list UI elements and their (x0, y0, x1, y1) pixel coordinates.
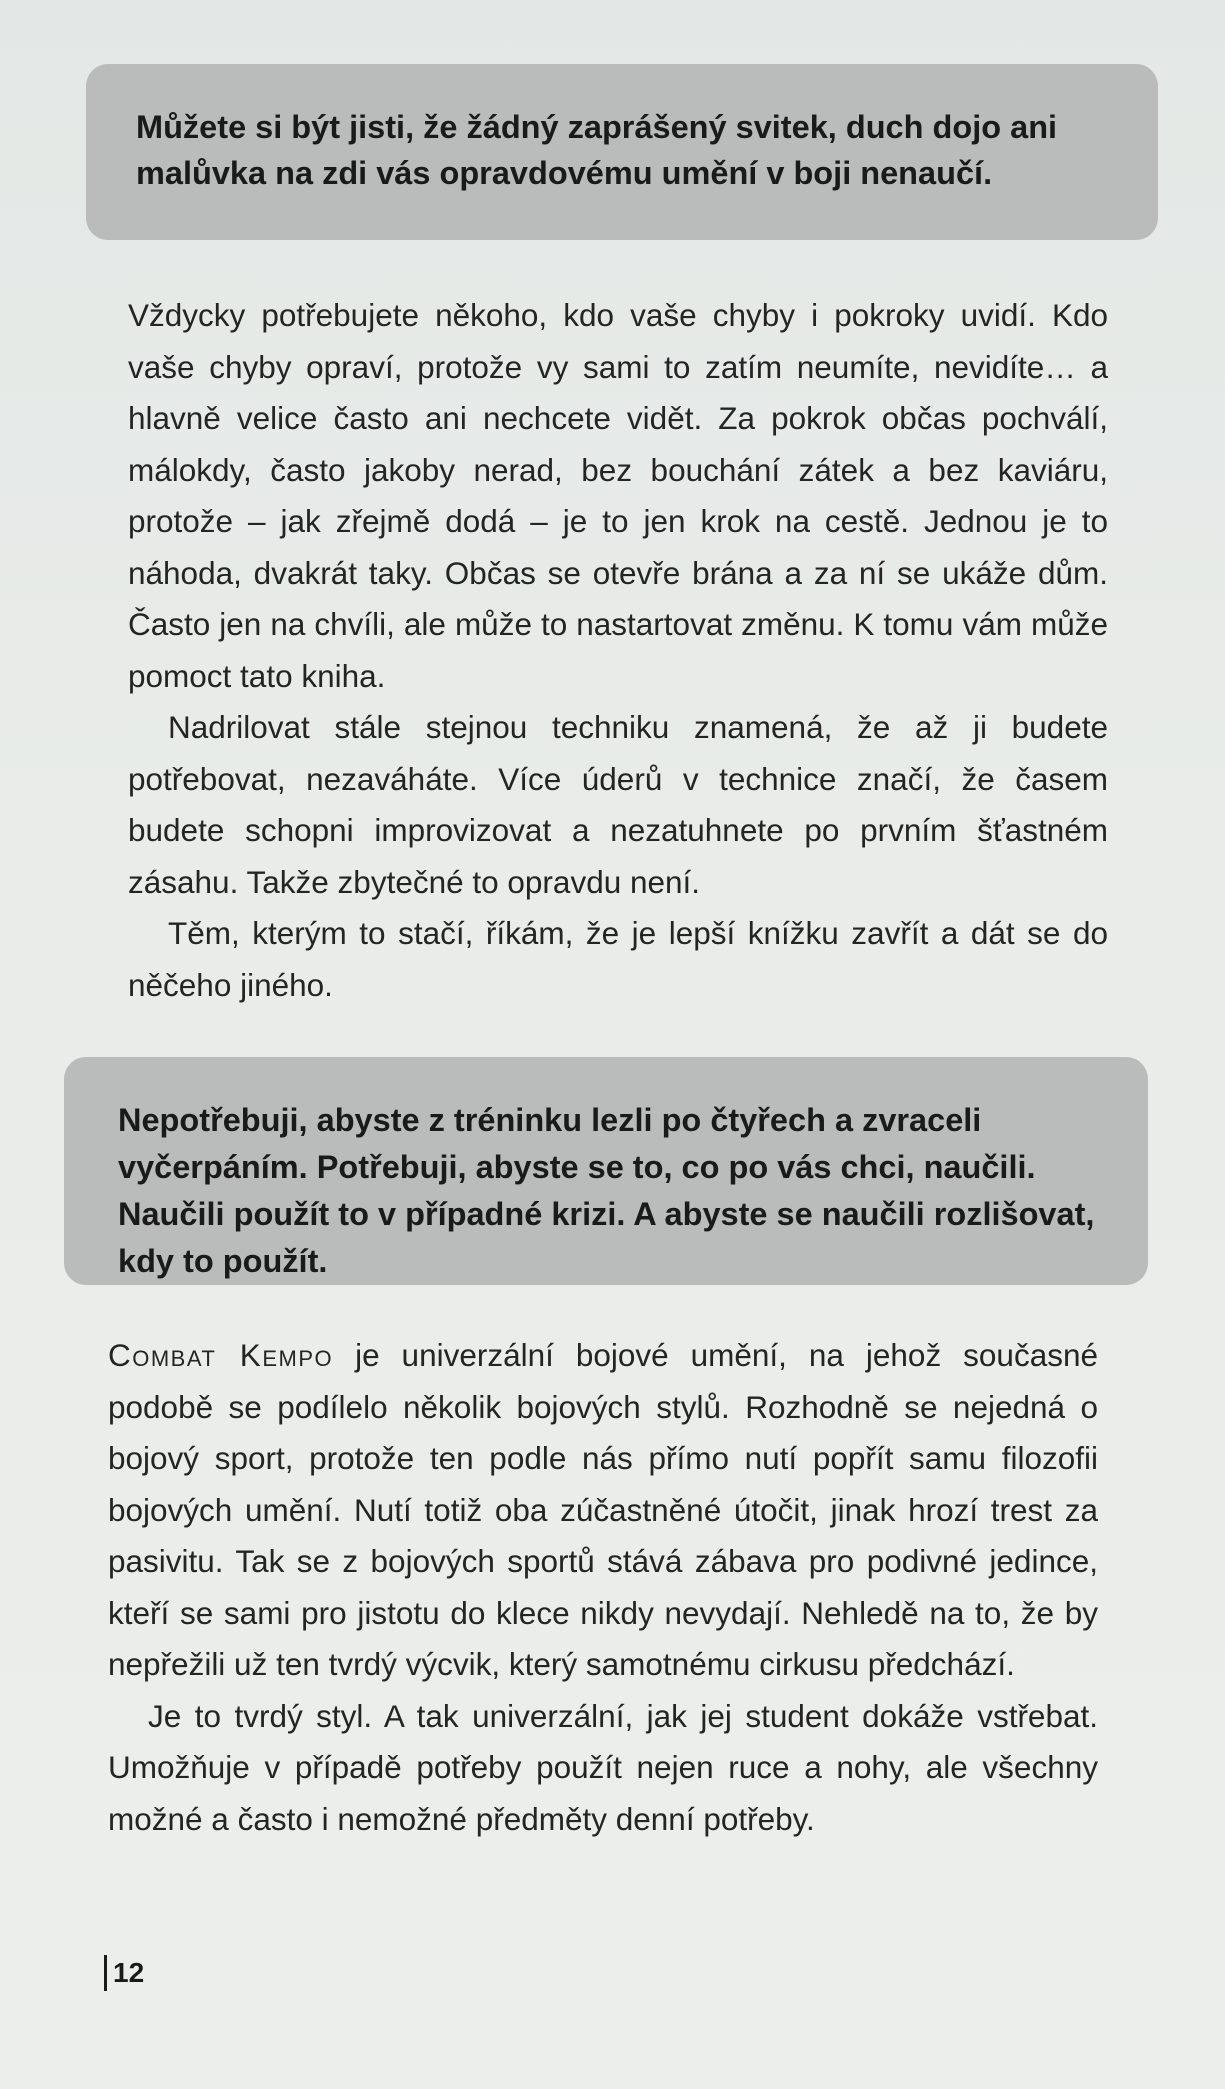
paragraph: Nadrilovat stále stejnou techniku znamená, že až ji budete potřebovat, nezaváháte. Více úderů v technice značí, že časem budete schopni improvizovat a nezatuhnete po prvním šťastném zásahu. Takže zbytečné to opravdu není. (128, 709, 1108, 900)
term-combat-kempo: Combat Kempo (108, 1337, 334, 1373)
page-number: 12 (104, 1955, 144, 1991)
highlight-box-1 (86, 64, 1158, 240)
paragraph: Je to tvrdý styl. A tak univerzální, jak jej student dokáže vstřebat. Umožňuje v případě potřeby použít nejen ruce a nohy, ale všechny možné a často i nemožné předměty denní potřeby. (108, 1697, 1098, 1837)
highlight-box-2 (64, 1057, 1148, 1285)
highlight-text-1: Můžete si být jisti, že žádný zaprášený svitek, duch dojo ani malůvka na zdi vás opravdovému umění v boji nenaučí. (136, 109, 1058, 191)
text-section-2 (108, 1330, 1098, 1845)
paragraph: Vždycky potřebujete někoho, kdo vaše chyby i pokroky uvidí. Kdo vaše chyby opraví, protože vy sami to zatím neumíte, nevidíte… a hlavně velice často ani nechcete vidět. Za pokrok občas pochválí, málokdy, často jakoby nerad, bez bouchání zátek a bez kaviáru, protože – jak zřejmě dodá – je to jen krok na cestě. Jednou je to náhoda, dvakrát taky. Občas se otevře brána a za ní se ukáže dům. Často jen na chvíli, ale může to nastartovat změnu. K tomu vám může pomoct tato kniha. (128, 297, 1108, 694)
highlight-text-2: Nepotřebuji, abyste z tréninku lezli po čtyřech a zvraceli vyčerpáním. Potřebuji, abyste se to, co po vás chci, naučili. Naučili použít to v případné krizi. A abyste se naučili rozlišovat, kdy to použít. (118, 1102, 1095, 1279)
paragraph (108, 1330, 1098, 1691)
paragraph: Těm, kterým to stačí, říkám, že je lepší knížku zavřít a dát se do něčeho jiného. (128, 915, 1108, 1003)
text-section-1 (128, 290, 1108, 1011)
paragraph-text: je univerzální bojové umění, na jehož současné podobě se podílelo několik bojových stylů. Rozhodně se nejedná o bojový sport, protože ten podle nás přímo nutí popřít samu filozofii bojových umění. Nutí totiž oba zúčastněné útočit, jinak hrozí trest za pasivitu. Tak se z bojových sportů stává zábava pro podivné jedince, kteří se sami pro jistotu do klece nikdy nevydají. Nehledě na to, že by nepřežili už ten tvrdý výcvik, který samotnému cirkusu předchází. (108, 1337, 1099, 1682)
